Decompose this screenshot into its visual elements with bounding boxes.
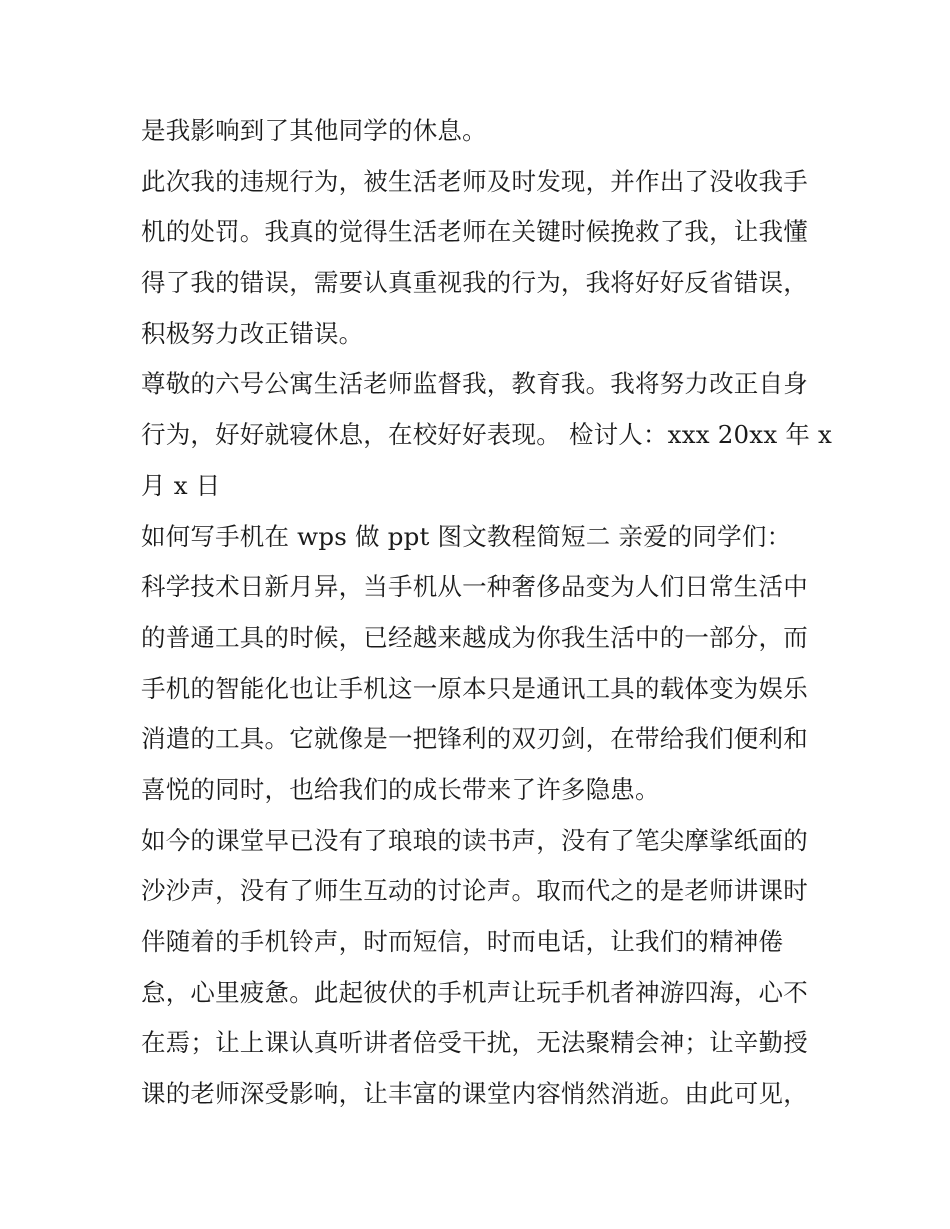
text-line: 手机的智能化也让手机这一原本只是通讯工具的载体变为娱乐 bbox=[141, 673, 808, 703]
text-line: 如何写手机在 wps 做 ppt 图文教程简短二 亲爱的同学们： bbox=[141, 521, 792, 551]
text-line: 是我影响到了其他同学的休息。 bbox=[141, 116, 487, 145]
document-body bbox=[141, 106, 833, 1120]
text-line: 消遣的工具。它就像是一把锋利的双刃剑，在带给我们便利和 bbox=[141, 724, 808, 754]
text-line: 在焉；让上课认真听讲者倍受干扰，无法聚精会神；让辛勤授 bbox=[141, 1028, 808, 1058]
text-line: 课的老师深受影响，让丰富的课堂内容悄然消逝。由此可见， bbox=[141, 1079, 808, 1109]
text-line: 行为，好好就寝休息，在校好好表现。 检讨人：xxx 20xx 年 x bbox=[141, 420, 833, 450]
text-line: 机的处罚。我真的觉得生活老师在关键时候挽救了我，让我懂 bbox=[141, 217, 808, 247]
text-line: 的普通工具的时候，已经越来越成为你我生活中的一部分，而 bbox=[141, 622, 808, 652]
text-line: 伴随着的手机铃声，时而短信，时而电话，让我们的精神倦 bbox=[141, 927, 784, 956]
text-line: 喜悦的同时，也给我们的成长带来了许多隐患。 bbox=[141, 774, 660, 804]
text-line: 怠，心里疲惫。此起彼伏的手机声让玩手机者神游四海，心不 bbox=[141, 977, 808, 1007]
text-line: 如今的课堂早已没有了琅琅的读书声，没有了笔尖摩挲纸面的 bbox=[141, 825, 808, 855]
text-line: 得了我的错误，需要认真重视我的行为，我将好好反省错误， bbox=[141, 268, 808, 298]
text-line: 积极努力改正错误。 bbox=[141, 318, 364, 348]
text-line: 此次我的违规行为，被生活老师及时发现，并作出了没收我手 bbox=[141, 166, 808, 196]
text-line: 尊敬的六号公寓生活老师监督我，教育我。我将努力改正自身 bbox=[141, 369, 808, 399]
text-line: 月 x 日 bbox=[141, 470, 221, 500]
text-line: 沙沙声，没有了师生互动的讨论声。取而代之的是老师讲课时 bbox=[141, 876, 808, 906]
text-line: 科学技术日新月异，当手机从一种奢侈品变为人们日常生活中 bbox=[141, 572, 808, 602]
